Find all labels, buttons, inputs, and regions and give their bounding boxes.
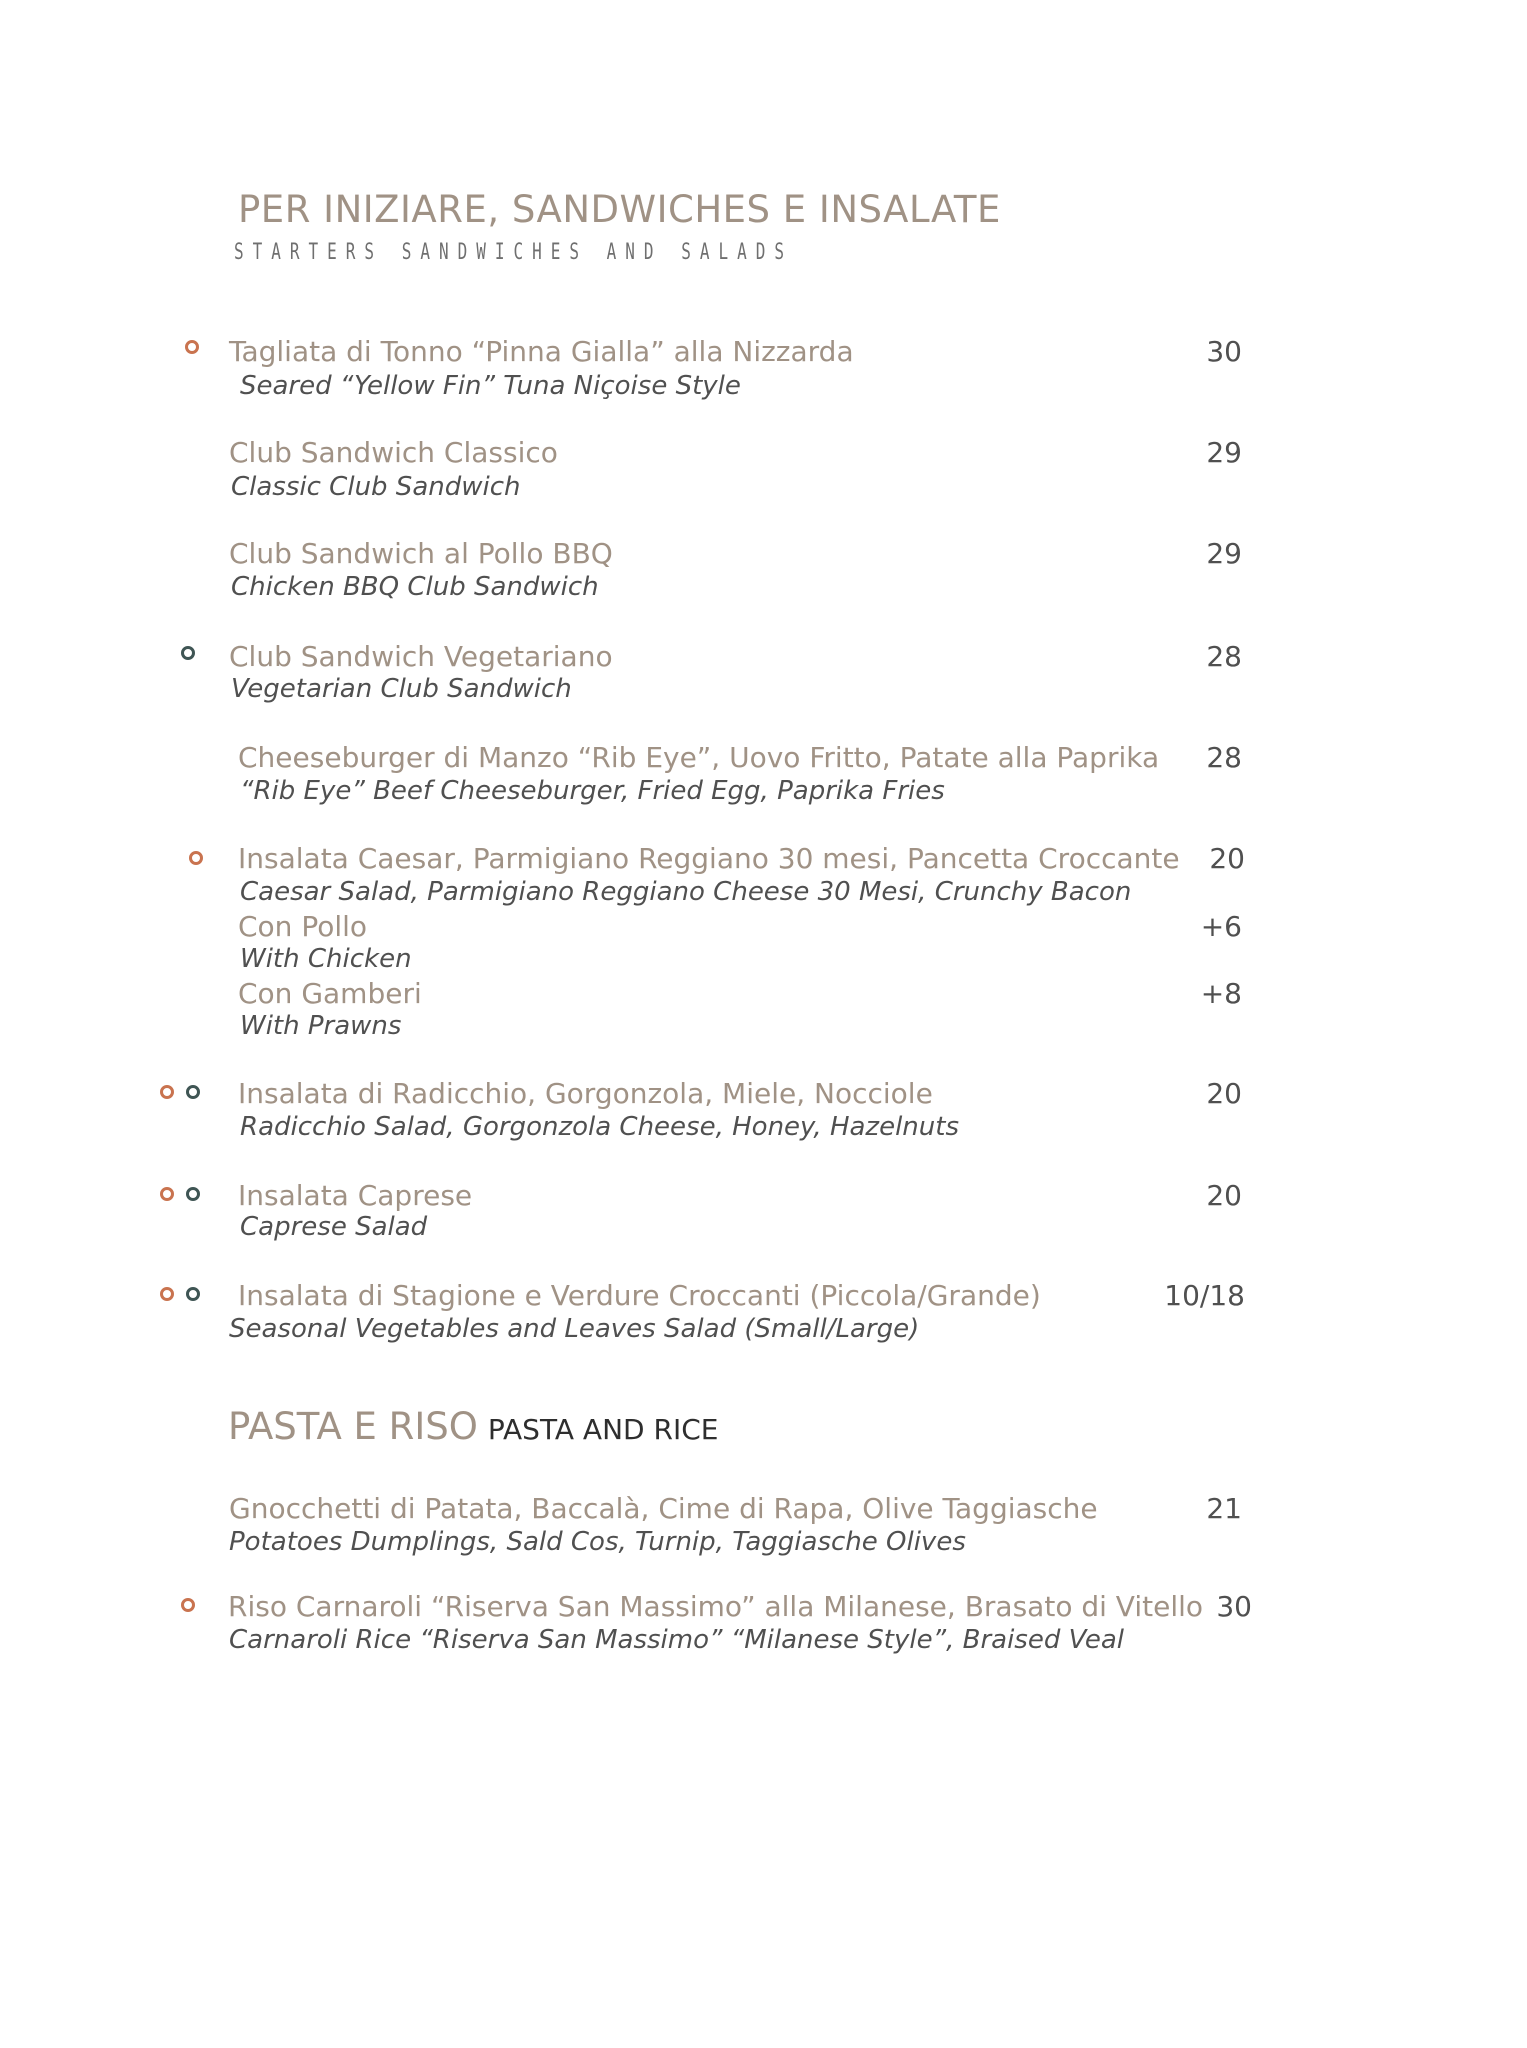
item-price: 29 — [1206, 436, 1242, 469]
item-name-it: Insalata di Stagione e Verdure Croccanti (Piccola/Grande) — [238, 1279, 1041, 1312]
item-name-it: Club Sandwich Vegetariano — [229, 640, 613, 673]
green-circle-icon — [186, 1187, 200, 1201]
extra-name-it: Con Pollo — [238, 910, 368, 943]
item-price: 20 — [1206, 1179, 1242, 1212]
item-name-en: Chicken BBQ Club Sandwich — [231, 572, 599, 602]
item-name-en: Caprese Salad — [240, 1212, 428, 1242]
item-name-it: Club Sandwich Classico — [229, 436, 558, 469]
section-title: PER INIZIARE, SANDWICHES E INSALATE — [238, 188, 1001, 231]
item-price: 10/18 — [1164, 1279, 1245, 1312]
item-name-en: Potatoes Dumplings, Sald Cos, Turnip, Taggiasche Olives — [229, 1527, 966, 1557]
item-name-it: Riso Carnaroli “Riserva San Massimo” alla Milanese, Brasato di Vitello — [228, 1590, 1204, 1623]
item-name-en: Carnaroli Rice “Riserva San Massimo” “Milanese Style”, Braised Veal — [229, 1625, 1125, 1655]
item-price: 28 — [1206, 640, 1242, 673]
extra-name-en: With Prawns — [240, 1011, 402, 1041]
green-circle-icon — [186, 1085, 200, 1099]
item-name-en: Seared “Yellow Fin” Tuna Niçoise Style — [240, 371, 741, 401]
item-name-en: Caesar Salad, Parmigiano Reggiano Cheese 30 Mesi, Crunchy Bacon — [240, 877, 1132, 907]
item-price: 29 — [1206, 537, 1242, 570]
extra-name-en: With Chicken — [240, 944, 412, 974]
orange-circle-icon — [160, 1085, 174, 1099]
extra-price: +6 — [1200, 910, 1242, 943]
item-price: 21 — [1206, 1492, 1242, 1525]
item-price: 20 — [1209, 842, 1245, 875]
item-name-it: Gnocchetti di Patata, Baccalà, Cime di Rapa, Olive Taggiasche — [229, 1492, 1098, 1525]
item-name-en: Classic Club Sandwich — [231, 472, 521, 502]
item-name-it: Insalata Caprese — [238, 1179, 473, 1212]
item-name-en: “Rib Eye” Beef Cheeseburger, Fried Egg, Paprika Fries — [240, 776, 945, 806]
item-price: 28 — [1206, 741, 1242, 774]
item-price: 20 — [1206, 1077, 1242, 1110]
item-name-en: Vegetarian Club Sandwich — [231, 674, 572, 704]
item-name-en: Radicchio Salad, Gorgonzola Cheese, Honey, Hazelnuts — [240, 1112, 959, 1142]
orange-circle-icon — [181, 1598, 195, 1612]
item-name-it: Cheeseburger di Manzo “Rib Eye”, Uovo Fritto, Patate alla Paprika — [238, 741, 1160, 774]
section-title-en: PASTA AND RICE — [487, 1413, 719, 1446]
item-price: 30 — [1206, 335, 1242, 368]
orange-circle-icon — [160, 1287, 174, 1301]
section-title — [228, 1405, 718, 1448]
item-price: 30 — [1216, 1590, 1252, 1623]
item-name-it: Insalata di Radicchio, Gorgonzola, Miele, Nocciole — [238, 1077, 933, 1110]
item-name-en: Seasonal Vegetables and Leaves Salad (Small/Large) — [229, 1314, 920, 1344]
extra-name-it: Con Gamberi — [238, 977, 422, 1010]
section-subtitle: STARTERS SANDWICHES AND SALADS — [234, 238, 793, 265]
orange-circle-icon — [189, 851, 203, 865]
item-name-it: Club Sandwich al Pollo BBQ — [229, 537, 613, 570]
orange-circle-icon — [185, 340, 199, 354]
green-circle-icon — [181, 646, 195, 660]
item-name-it: Tagliata di Tonno “Pinna Gialla” alla Nizzarda — [229, 335, 854, 368]
item-name-it: Insalata Caesar, Parmigiano Reggiano 30 mesi, Pancetta Croccante — [238, 842, 1180, 875]
orange-circle-icon — [160, 1187, 174, 1201]
extra-price: +8 — [1200, 977, 1242, 1010]
section-title-it: PASTA E RISO — [228, 1405, 478, 1448]
green-circle-icon — [186, 1287, 200, 1301]
